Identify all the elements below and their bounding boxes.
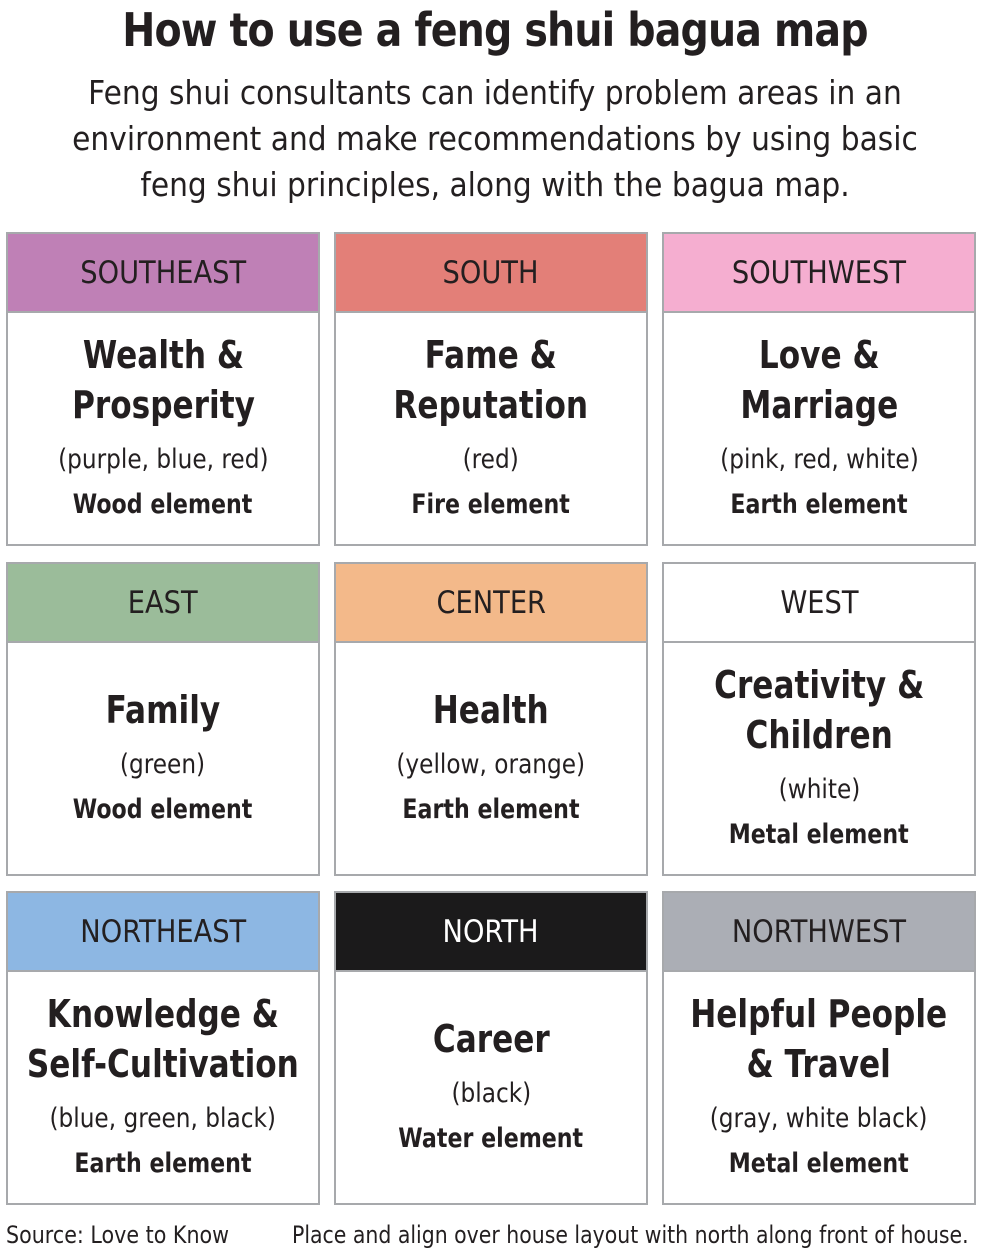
cell-east <box>6 562 320 876</box>
direction-header <box>664 893 974 972</box>
page-title: How to use a feng shui bagua map <box>122 3 868 57</box>
colors-text: (red) <box>462 443 520 475</box>
direction-label: NORTHEAST <box>80 913 246 950</box>
direction-header <box>336 234 646 313</box>
direction-label: WEST <box>779 584 859 621</box>
direction-header <box>8 893 318 972</box>
direction-header <box>664 234 974 313</box>
cell-body <box>664 972 974 1203</box>
colors-text: (black) <box>451 1077 531 1109</box>
cell-northwest <box>662 891 976 1205</box>
cell-south <box>334 232 648 546</box>
life-area: Love & Marriage <box>740 332 898 427</box>
cell-body <box>664 313 974 544</box>
cell-body <box>336 972 646 1203</box>
cell-southwest <box>662 232 976 546</box>
colors-text: (gray, white black) <box>710 1102 928 1134</box>
element-text: Earth element <box>730 488 908 520</box>
cell-body <box>8 643 318 874</box>
life-area: Fame & Reputation <box>393 332 589 427</box>
direction-label: NORTH <box>442 913 540 950</box>
element-text: Wood element <box>73 793 253 825</box>
element-text: Wood element <box>73 488 253 520</box>
direction-header <box>336 564 646 643</box>
element-text: Fire element <box>411 488 571 520</box>
cell-body <box>8 972 318 1203</box>
colors-text: (blue, green, black) <box>49 1102 277 1134</box>
direction-header <box>8 564 318 643</box>
cell-body <box>664 643 974 874</box>
bagua-grid <box>6 232 976 1209</box>
cell-body <box>8 313 318 544</box>
cell-body <box>336 643 646 874</box>
colors-text: (green) <box>120 748 206 780</box>
life-area: Creativity & Children <box>713 662 925 757</box>
cell-north <box>334 891 648 1205</box>
cell-northeast <box>6 891 320 1205</box>
colors-text: (yellow, orange) <box>396 748 586 780</box>
colors-text: (pink, red, white) <box>719 443 919 475</box>
element-text: Metal element <box>729 818 909 850</box>
direction-label: SOUTHWEST <box>731 254 907 291</box>
life-area: Knowledge & Self-Cultivation <box>26 991 300 1086</box>
colors-text: (purple, blue, red) <box>57 443 269 475</box>
life-area: Wealth & Prosperity <box>71 332 255 427</box>
direction-label: NORTHWEST <box>731 913 907 950</box>
source-credit: Source: Love to Know <box>6 1221 230 1249</box>
cell-center <box>334 562 648 876</box>
cell-west <box>662 562 976 876</box>
element-text: Metal element <box>729 1147 909 1179</box>
direction-header <box>336 893 646 972</box>
cell-body <box>336 313 646 544</box>
element-text: Earth element <box>402 793 580 825</box>
direction-label: CENTER <box>436 584 546 621</box>
direction-header <box>8 234 318 313</box>
element-text: Earth element <box>74 1147 252 1179</box>
element-text: Water element <box>398 1122 584 1154</box>
life-area: Health <box>432 687 550 732</box>
life-area: Family <box>105 687 221 732</box>
direction-label: SOUTH <box>443 254 539 291</box>
cell-southeast <box>6 232 320 546</box>
life-area: Helpful People & Travel <box>690 991 948 1086</box>
direction-label: SOUTHEAST <box>80 254 246 291</box>
direction-label: EAST <box>128 584 198 621</box>
colors-text: (white) <box>778 773 860 805</box>
placement-note: Place and align over house layout with north along front of house. <box>292 1221 969 1249</box>
life-area: Career <box>432 1016 550 1061</box>
direction-header <box>664 564 974 643</box>
page-subtitle: Feng shui consultants can identify problem areas in an environment and make recommendations by using basic feng shui principles, along with the bagua map. <box>72 73 918 204</box>
